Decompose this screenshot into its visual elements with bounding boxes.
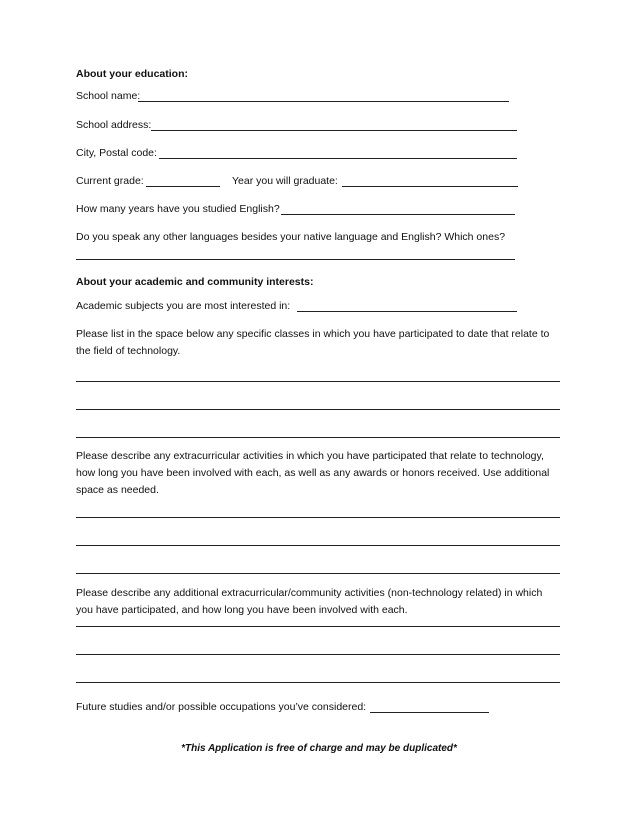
education-heading: About your education: — [76, 68, 188, 80]
years-english-label: How many years have you studied English? — [76, 203, 280, 215]
years-english-field[interactable] — [281, 214, 515, 215]
community-prompt: Please describe any additional extracurricular/community activities (non-technology related) in which you have participated, and how long you have been involved with each. — [76, 587, 543, 616]
classes-line-2[interactable] — [76, 409, 560, 410]
other-languages-label: Do you speak any other languages besides your native language and English? Which ones? — [76, 231, 506, 243]
year-graduate-field[interactable] — [342, 186, 518, 187]
community-line-3[interactable] — [76, 682, 560, 683]
extracurricular-line-2[interactable] — [76, 545, 560, 546]
city-postal-label: City, Postal code: — [76, 147, 157, 159]
current-grade-label: Current grade: — [76, 175, 144, 187]
year-graduate-label: Year you will graduate: — [232, 175, 338, 187]
school-name-label: School name: — [76, 90, 141, 102]
classes-line-3[interactable] — [76, 437, 560, 438]
city-postal-field[interactable] — [159, 158, 517, 159]
extracurricular-prompt: Please describe any extracurricular activities in which you have participated that relate to technology, how long you have been involved with each, as well as any awards or honors received. Use additional space as needed. — [76, 450, 550, 496]
extracurricular-line-3[interactable] — [76, 573, 560, 574]
extracurricular-line-1[interactable] — [76, 517, 560, 518]
academic-subjects-field[interactable] — [297, 311, 517, 312]
other-languages-field[interactable] — [76, 259, 515, 260]
future-studies-label: Future studies and/or possible occupations you’ve considered: — [76, 701, 367, 713]
school-name-field[interactable] — [138, 101, 509, 102]
community-line-1[interactable] — [76, 626, 560, 627]
community-line-2[interactable] — [76, 654, 560, 655]
academic-subjects-label: Academic subjects you are most interested in: — [76, 300, 291, 312]
school-address-field[interactable] — [151, 130, 517, 131]
school-address-label: School address: — [76, 119, 152, 131]
footer-note: *This Application is free of charge and may be duplicated* — [181, 743, 457, 754]
classes-line-1[interactable] — [76, 381, 560, 382]
classes-prompt: Please list in the space below any specific classes in which you have participated to date that relate to the field of technology. — [76, 328, 550, 357]
current-grade-field[interactable] — [146, 186, 220, 187]
future-studies-field[interactable] — [370, 712, 489, 713]
interests-heading: About your academic and community interests: — [76, 276, 314, 288]
